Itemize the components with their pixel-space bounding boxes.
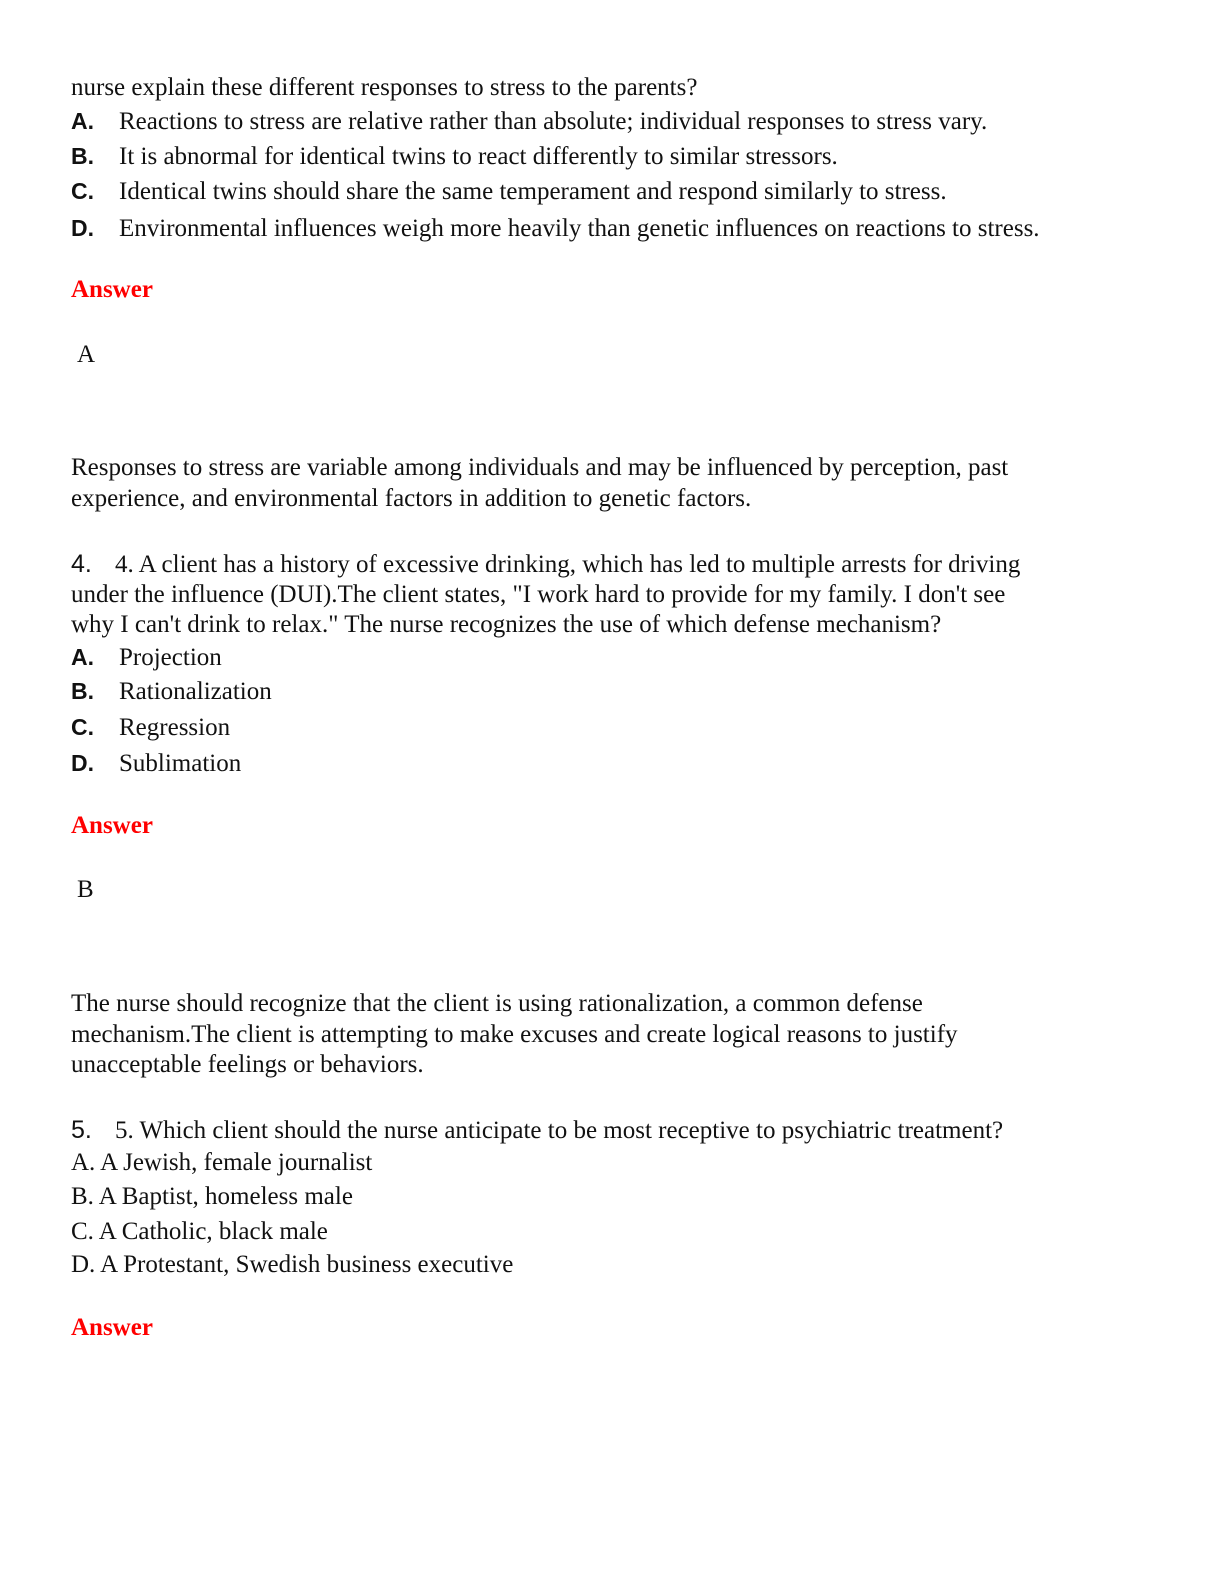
q4-number: 4. — [71, 550, 92, 578]
option-text: Rationalization — [119, 678, 272, 705]
q4-stem-text: 4. A client has a history of excessive drinking, which has led to multiple arrests for driving — [115, 551, 1021, 578]
option-text: Sublimation — [119, 750, 242, 777]
q4-rationale-line-2: mechanism.The client is attempting to make excuses and create logical reasons to justify — [71, 1021, 958, 1048]
q5-answer-label: Answer — [71, 1314, 153, 1341]
q3-option-a — [71, 106, 987, 137]
q4-rationale-line-3: unacceptable feelings or behaviors. — [71, 1051, 424, 1078]
option-text: Environmental influences weigh more heavily than genetic influences on reactions to stress. — [119, 215, 1040, 242]
q5-option-b: B. A Baptist, homeless male — [71, 1183, 353, 1210]
q3-stem-tail: nurse explain these different responses to stress to the parents? — [71, 74, 698, 101]
q5-number: 5. — [71, 1116, 92, 1144]
option-text: Regression — [119, 714, 231, 741]
option-letter: A. — [71, 644, 94, 670]
q4-option-a — [71, 642, 222, 673]
option-letter: D. — [71, 750, 94, 776]
q5-stem-text: 5. Which client should the nurse anticipate to be most receptive to psychiatric treatment? — [115, 1117, 1004, 1144]
q5-option-a: A. A Jewish, female journalist — [71, 1149, 373, 1176]
q4-option-d — [71, 748, 241, 779]
q5-option-d: D. A Protestant, Swedish business executive — [71, 1251, 514, 1278]
q3-option-b — [71, 141, 838, 172]
q3-answer-value: A — [77, 341, 96, 368]
q4-answer-label: Answer — [71, 812, 153, 839]
option-letter: B. — [71, 143, 94, 169]
q3-rationale-line-1: Responses to stress are variable among individuals and may be influenced by perception, past — [71, 454, 1009, 481]
q4-answer-value: B — [77, 876, 94, 903]
q4-stem-line-1 — [71, 549, 1020, 580]
q4-rationale-line-1: The nurse should recognize that the client is using rationalization, a common defense — [71, 990, 923, 1017]
option-letter: D. — [71, 215, 94, 241]
q5-stem — [71, 1115, 1003, 1146]
q3-option-d — [71, 213, 1040, 244]
option-letter: C. — [71, 714, 94, 740]
q3-answer-label: Answer — [71, 276, 153, 303]
q4-stem-line-2: under the influence (DUI).The client states, "I work hard to provide for my family. I don't see — [71, 581, 1006, 608]
option-text: Identical twins should share the same temperament and respond similarly to stress. — [119, 178, 947, 205]
option-text: It is abnormal for identical twins to react differently to similar stressors. — [119, 143, 838, 170]
option-text: Reactions to stress are relative rather than absolute; individual responses to stress vary. — [119, 108, 988, 135]
option-text: Projection — [119, 644, 222, 671]
q3-rationale-line-2: experience, and environmental factors in addition to genetic factors. — [71, 485, 752, 512]
q3-option-c — [71, 176, 947, 207]
option-letter: B. — [71, 678, 94, 704]
q4-option-c — [71, 712, 230, 743]
option-letter: C. — [71, 178, 94, 204]
q4-stem-line-3: why I can't drink to relax." The nurse recognizes the use of which defense mechanism? — [71, 611, 942, 638]
option-letter: A. — [71, 108, 94, 134]
q5-option-c: C. A Catholic, black male — [71, 1218, 328, 1245]
q4-option-b — [71, 676, 272, 707]
